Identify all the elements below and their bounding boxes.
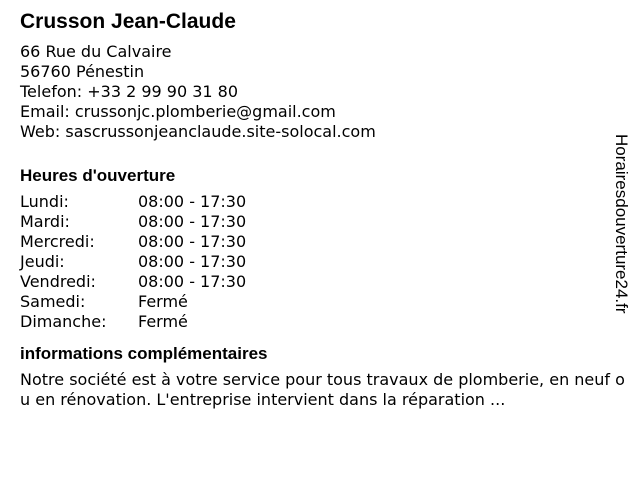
hours-row <box>20 192 632 212</box>
opening-hours <box>20 164 632 332</box>
hours-row <box>20 312 632 332</box>
hours-day: Mercredi: <box>20 232 95 251</box>
hours-day: Samedi: <box>20 292 86 311</box>
email-line: Email: crussonjc.plomberie@gmail.com <box>20 102 336 121</box>
hours-time: 08:00 - 17:30 <box>138 252 247 271</box>
hours-row <box>20 292 632 312</box>
hours-row <box>20 272 632 292</box>
hours-day: Mardi: <box>20 212 70 231</box>
site-watermark: Horairesdouverture24.fr <box>612 134 631 314</box>
additional-info <box>20 342 632 410</box>
hours-time: Fermé <box>138 312 188 331</box>
hours-time: 08:00 - 17:30 <box>138 232 247 251</box>
hours-row <box>20 212 632 232</box>
hours-time: 08:00 - 17:30 <box>138 272 247 291</box>
hours-time: Fermé <box>138 292 188 311</box>
hours-time: 08:00 - 17:30 <box>138 192 247 211</box>
hours-time: 08:00 - 17:30 <box>138 212 247 231</box>
hours-day: Jeudi: <box>20 252 65 271</box>
hours-row <box>20 252 632 272</box>
business-card <box>20 8 632 410</box>
address-street: 66 Rue du Calvaire <box>20 42 172 61</box>
additional-info-title: informations complémentaires <box>20 344 268 363</box>
hours-row <box>20 232 632 252</box>
hours-day: Lundi: <box>20 192 69 211</box>
hours-day: Dimanche: <box>20 312 107 331</box>
address-city: 56760 Pénestin <box>20 62 145 81</box>
web-line: Web: sascrussonjeanclaude.site-solocal.com <box>20 122 376 141</box>
opening-hours-title: Heures d'ouverture <box>20 166 176 185</box>
phone-line: Telefon: +33 2 99 90 31 80 <box>20 82 239 101</box>
hours-day: Vendredi: <box>20 272 96 291</box>
business-name: Crusson Jean-Claude <box>20 10 236 33</box>
additional-info-text: Notre société est à votre service pour tous travaux de plomberie, en neuf ou en rénovation. L'entreprise intervient dans la réparation ... <box>20 370 625 409</box>
